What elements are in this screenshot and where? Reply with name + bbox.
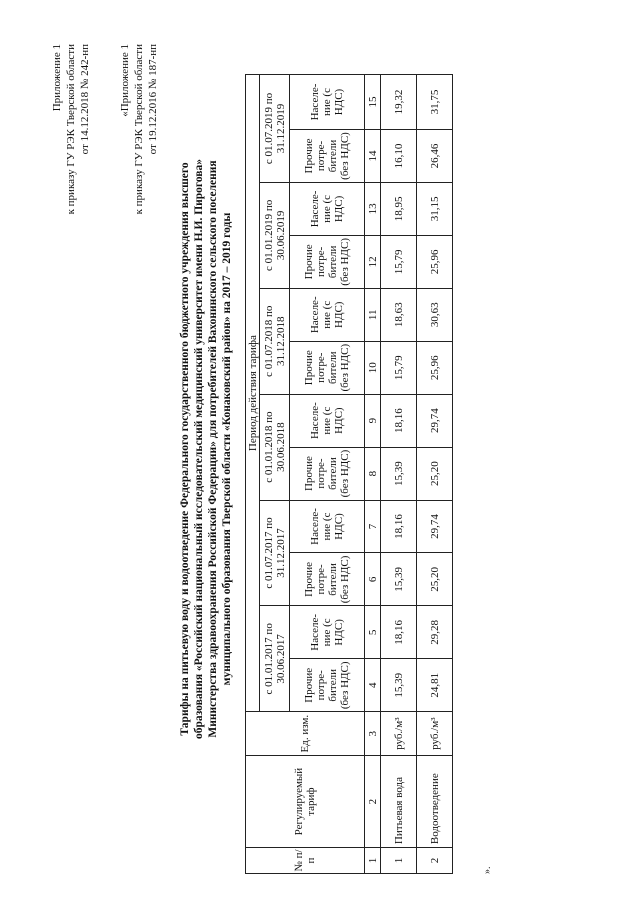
- column-number: 14: [365, 130, 381, 183]
- row-number: 1: [381, 848, 417, 874]
- header-consumer-population: Населе- ние (с НДС): [290, 288, 365, 341]
- table-row: [381, 75, 417, 874]
- header-period: Период действия тарифа: [246, 75, 260, 712]
- column-number-row: [365, 75, 381, 874]
- tariff-value: 15,79: [381, 235, 417, 288]
- appendix-line: Приложение 1: [51, 44, 63, 112]
- header-consumer-population: Населе- ние (с НДС): [290, 500, 365, 553]
- tariff-value: 18,16: [381, 500, 417, 553]
- tariff-value: 31,75: [417, 75, 453, 130]
- header-consumer-other: Прочие потре- бители (без НДС): [290, 130, 365, 183]
- column-number: 11: [365, 288, 381, 341]
- header-row: [246, 75, 260, 874]
- row-tariff-name: Водоотведение: [417, 756, 453, 848]
- header-consumer-population: Населе- ние (с НДС): [290, 606, 365, 659]
- column-number: 9: [365, 394, 381, 447]
- header-consumer-other: Прочие потре- бители (без НДС): [290, 659, 365, 712]
- tariff-value: 31,15: [417, 182, 453, 235]
- tariff-value: 25,96: [417, 235, 453, 288]
- closing-mark: ».: [482, 866, 493, 874]
- header-consumer-other: Прочие потре- бители (без НДС): [290, 553, 365, 606]
- tariff-value: 25,20: [417, 447, 453, 500]
- header-consumer-other: Прочие потре- бители (без НДС): [290, 341, 365, 394]
- title-line: образования «Российский национальный исследовательский медицинский университет имени Н.И. Пирогова»: [193, 158, 205, 740]
- tariff-table: [245, 74, 453, 874]
- appendix-line: от 14.12.2018 № 242-нп: [79, 44, 91, 155]
- row-tariff-name: Питьевая вода: [381, 756, 417, 848]
- title-line: Министерства здравоохранения Российской Федерации» для потребителей Вахонинского сельского поселения: [207, 160, 219, 738]
- header-number: № п/ п: [246, 848, 365, 874]
- header-period-range: с 01.01.2019 по 30.06.2019: [260, 182, 290, 288]
- column-number: 8: [365, 447, 381, 500]
- column-number: 12: [365, 235, 381, 288]
- appendix-line: от 19.12.2016 № 187-нп: [147, 44, 159, 155]
- tariff-value: 29,74: [417, 500, 453, 553]
- appendix-line: к приказу ГУ РЭК Тверской области: [65, 44, 77, 215]
- header-period-range: с 01.07.2019 по 31.12.2019: [260, 75, 290, 183]
- column-number: 5: [365, 606, 381, 659]
- row-number: 2: [417, 848, 453, 874]
- tariff-value: 18,16: [381, 606, 417, 659]
- appendix-line: к приказу ГУ РЭК Тверской области: [133, 44, 145, 215]
- tariff-value: 15,39: [381, 447, 417, 500]
- title-line: муниципального образования Тверской области «Конаковский район» на 2017 – 2019 годы: [221, 212, 233, 686]
- appendix-header-new: [50, 44, 92, 214]
- header-period-range: с 01.07.2018 по 31.12.2018: [260, 288, 290, 394]
- header-consumer-population: Населе- ние (с НДС): [290, 182, 365, 235]
- row-unit: руб./м³: [381, 712, 417, 756]
- header-consumer-population: Населе- ние (с НДС): [290, 75, 365, 130]
- tariff-value: 25,20: [417, 553, 453, 606]
- tariff-value: 15,79: [381, 341, 417, 394]
- tariff-value: 18,16: [381, 394, 417, 447]
- tariff-value: 15,39: [381, 553, 417, 606]
- header-consumer-other: Прочие потре- бители (без НДС): [290, 447, 365, 500]
- header-unit: Ед. изм.: [246, 712, 365, 756]
- column-number: 13: [365, 182, 381, 235]
- column-number: 3: [365, 712, 381, 756]
- column-number: 6: [365, 553, 381, 606]
- title-line: Тарифы на питьевую воду и водоотведение Федерального государственного бюджетного учреждения высшего: [179, 162, 191, 736]
- tariff-value: 18,95: [381, 182, 417, 235]
- tariff-value: 29,74: [417, 394, 453, 447]
- column-number: 10: [365, 341, 381, 394]
- tariff-value: 29,28: [417, 606, 453, 659]
- column-number: 2: [365, 756, 381, 848]
- header-consumer-other: Прочие потре- бители (без НДС): [290, 235, 365, 288]
- tariff-value: 26,46: [417, 130, 453, 183]
- tariff-table-body: [246, 75, 453, 874]
- row-unit: руб./м³: [417, 712, 453, 756]
- column-number: 4: [365, 659, 381, 712]
- tariff-value: 24,81: [417, 659, 453, 712]
- tariff-value: 16,10: [381, 130, 417, 183]
- header-consumer-population: Населе- ние (с НДС): [290, 394, 365, 447]
- column-number: 7: [365, 500, 381, 553]
- tariff-value: 25,96: [417, 341, 453, 394]
- header-tariff: Регулируемый тариф: [246, 756, 365, 848]
- tariff-value: 30,63: [417, 288, 453, 341]
- column-number: 1: [365, 848, 381, 874]
- document-title: [178, 64, 234, 834]
- header-period-range: с 01.07.2017 по 31.12.2017: [260, 500, 290, 606]
- appendix-header-old: [118, 44, 160, 214]
- table-row: [417, 75, 453, 874]
- tariff-value: 18,63: [381, 288, 417, 341]
- appendix-line: «Приложение 1: [119, 44, 131, 117]
- header-period-range: с 01.01.2017 по 30.06.2017: [260, 606, 290, 712]
- tariff-value: 15,39: [381, 659, 417, 712]
- header-period-range: с 01.01.2018 по 30.06.2018: [260, 394, 290, 500]
- tariff-value: 19,32: [381, 75, 417, 130]
- column-number: 15: [365, 75, 381, 130]
